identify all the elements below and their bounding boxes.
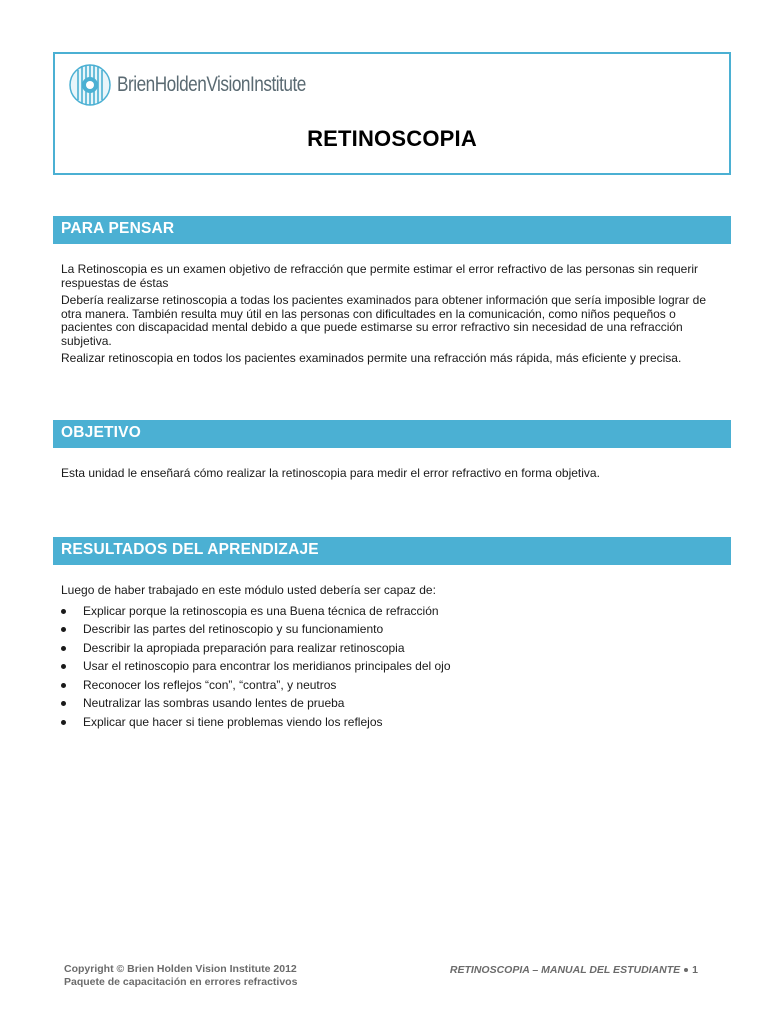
list-item xyxy=(61,603,721,622)
paragraph: Debería realizarse retinoscopia a todas los pacientes examinados para obtener información que sería imposible lograr de otra manera. También resulta muy útil en las personas con dificultades en la comunicación, como niños pequeños o pacientes con discapacidad mental debido a que puede estimarse su error refractivo sin necesidad de una refracción subjetiva. xyxy=(61,293,707,348)
bullet-icon xyxy=(61,664,66,669)
eye-logo-icon xyxy=(69,64,111,106)
brand-logo xyxy=(69,64,347,106)
bullet-icon xyxy=(61,627,66,632)
learning-outcomes-list xyxy=(61,603,721,733)
paragraph: Realizar retinoscopia en todos los pacientes examinados permite una refracción más rápida, más eficiente y precisa. xyxy=(61,351,682,365)
list-item xyxy=(61,640,721,659)
page-number: 1 xyxy=(692,964,698,976)
resultados-intro: Luego de haber trabajado en este módulo usted debería ser capaz de: xyxy=(61,583,436,597)
list-item-text: Explicar porque la retinoscopia es una Buena técnica de refracción xyxy=(83,603,439,618)
list-item-text: Describir la apropiada preparación para realizar retinoscopia xyxy=(83,640,405,655)
page-title: RETINOSCOPIA xyxy=(307,126,477,151)
list-item xyxy=(61,695,721,714)
footer-manual-title: RETINOSCOPIA – MANUAL DEL ESTUDIANTE xyxy=(449,964,681,976)
section-heading-para-pensar: PARA PENSAR xyxy=(53,216,731,244)
objetivo-body xyxy=(61,467,721,485)
list-item-text: Describir las partes del retinoscopio y su funcionamiento xyxy=(83,622,384,636)
logo-text: BrienHoldenVisionInstitute xyxy=(117,73,306,96)
header-box xyxy=(53,52,731,175)
section-heading-resultados: RESULTADOS DEL APRENDIZAJE xyxy=(53,537,731,565)
separator-dot-icon xyxy=(684,968,688,972)
bullet-icon xyxy=(61,701,66,706)
list-item xyxy=(61,677,721,696)
bullet-icon xyxy=(61,720,66,725)
bullet-icon xyxy=(61,683,66,688)
footer-copyright: Copyright © Brien Holden Vision Institute 2012 xyxy=(64,963,297,975)
list-item-text: Neutralizar las sombras usando lentes de prueba xyxy=(83,696,345,710)
bullet-icon xyxy=(61,646,66,651)
list-item xyxy=(61,658,721,677)
bullet-icon xyxy=(61,609,66,614)
list-item-text: Reconocer los reflejos “con”, “contra”, y neutros xyxy=(83,677,337,692)
footer-copyright-block xyxy=(64,963,297,988)
list-item xyxy=(61,714,721,733)
para-pensar-body xyxy=(61,263,721,370)
list-item-text: Explicar que hacer si tiene problemas viendo los reflejos xyxy=(83,714,383,729)
paragraph: La Retinoscopia es un examen objetivo de refracción que permite estimar el error refractivo de las personas sin requerir respuestas de éstas xyxy=(61,262,698,290)
list-item xyxy=(61,621,721,640)
resultados-body xyxy=(61,584,721,732)
list-item-text: Usar el retinoscopio para encontrar los meridianos principales del ojo xyxy=(83,659,451,673)
footer-manual-block xyxy=(450,964,698,976)
section-heading-objetivo: OBJETIVO xyxy=(53,420,731,448)
footer-package: Paquete de capacitación en errores refractivos xyxy=(64,975,298,988)
paragraph: Esta unidad le enseñará cómo realizar la retinoscopia para medir el error refractivo en forma objetiva. xyxy=(61,466,600,480)
